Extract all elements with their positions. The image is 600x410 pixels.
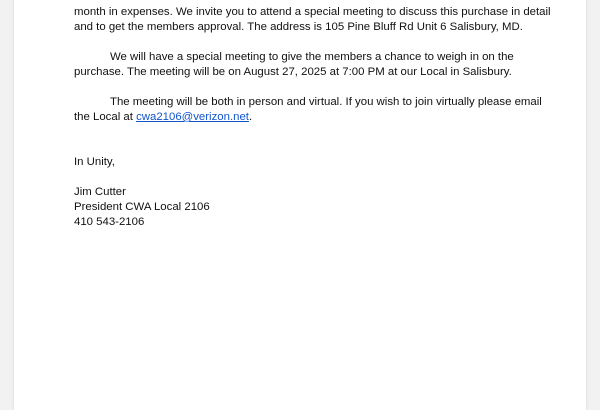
- email-link[interactable]: cwa2106@verizon.net: [136, 111, 249, 123]
- paragraph-1-line-1: month in expenses. We invite you to attend a special meeting to discuss this purchase in detail: [74, 6, 551, 18]
- spacer: [74, 80, 554, 95]
- paragraph-3-line-2: [74, 110, 554, 125]
- paragraph-3-line-1: The meeting will be both in person and virtual. If you wish to join virtually please email: [110, 96, 542, 108]
- spacer: [74, 125, 554, 155]
- paragraph-2-line-2: purchase. The meeting will be on August 27, 2025 at 7:00 PM at our Local in Salisbury.: [74, 66, 512, 78]
- signer-phone: 410 543-2106: [74, 216, 145, 228]
- spacer: [74, 35, 554, 50]
- letter-body: [74, 0, 554, 230]
- signer-title: President CWA Local 2106: [74, 201, 210, 213]
- paragraph-1-line-2: and to get the members approval. The address is 105 Pine Bluff Rd Unit 6 Salisbury, MD.: [74, 21, 523, 33]
- closing-text: In Unity,: [74, 156, 115, 168]
- spacer: [74, 170, 554, 185]
- paragraph-3-suffix: .: [248, 111, 253, 123]
- paragraph-2-line-1: We will have a special meeting to give the members a chance to weigh in on the: [110, 51, 514, 63]
- paragraph-1-cut-line: [74, 0, 554, 5]
- signer-name: Jim Cutter: [74, 186, 126, 198]
- paragraph-3-prefix: the Local at: [74, 111, 137, 123]
- document-page: [14, 0, 586, 410]
